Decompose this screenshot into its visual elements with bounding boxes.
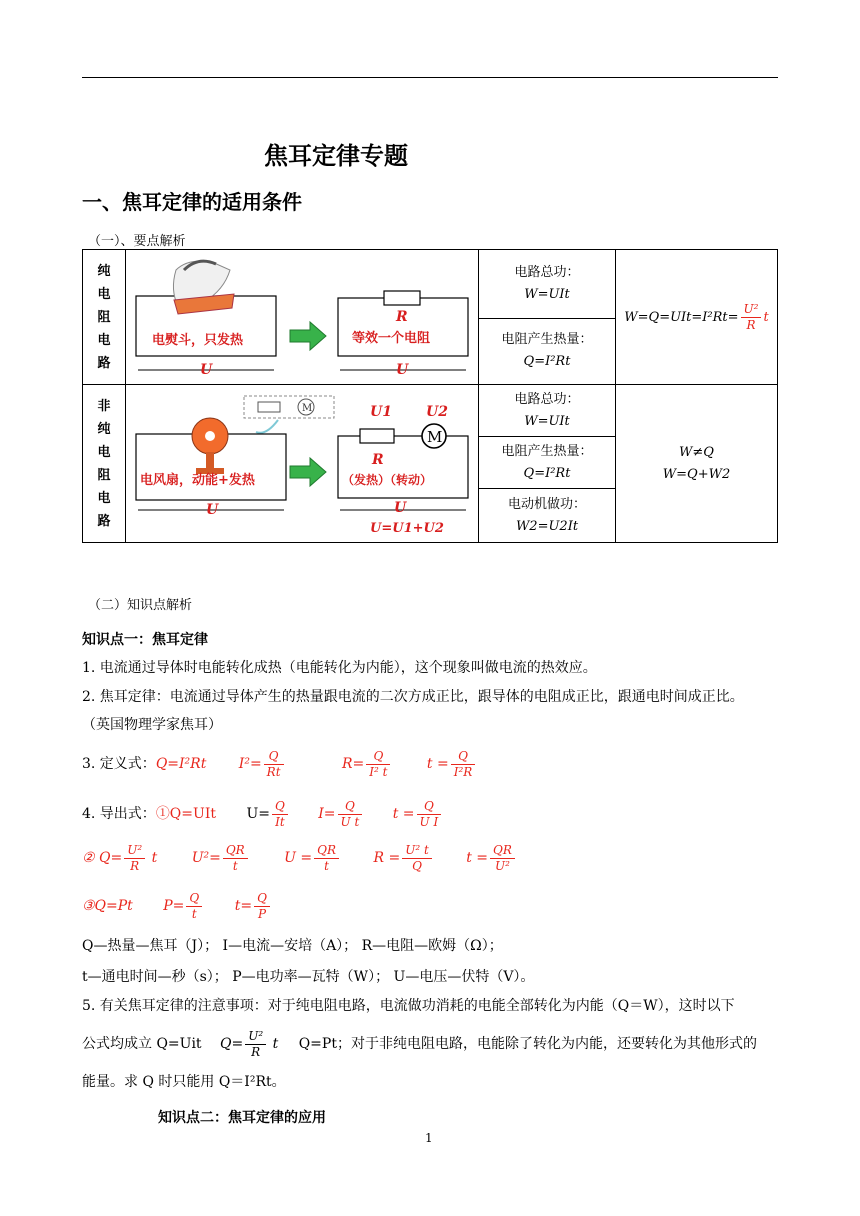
pure-resistor-figure bbox=[126, 250, 479, 385]
resistor-icon bbox=[360, 429, 394, 443]
header-rule bbox=[82, 77, 778, 78]
nonpure-relation-cell: W≠Q W=Q+W2 bbox=[616, 385, 778, 543]
kp1-definition-line: 3. 定义式：Q=I²Rt I²= $\frac{Q}{Rt}$ R= $\frac{Q}{\text{I² t}}$ t = $\frac{Q}{\text{I²R}}$ bbox=[82, 744, 477, 784]
pure-right-r: R bbox=[396, 309, 408, 325]
nonpure-right-u: U bbox=[394, 499, 407, 516]
kp1-heading: 知识点一：焦耳定律 bbox=[82, 632, 208, 648]
nonpure-total-work-cell: 电路总功： W=UIt bbox=[479, 385, 616, 437]
page-title: 焦耳定律专题 bbox=[264, 142, 408, 170]
nonpure-motor-cell: 电动机做功： W2=U2It bbox=[479, 489, 616, 543]
kp1-p1: 1. 电流通过导体时电能转化成热（电能转化为内能），这个现象叫做电流的热效应。 bbox=[82, 660, 597, 676]
pure-resistor-label: 纯电阻电路 bbox=[83, 250, 126, 385]
kp1-derived-line-2: ② Q= $\frac{\text{U²}}{R}$ t U²= $\frac{QR}{t}$ U = $\frac{QR}{t}$ R = $\frac{\text{U² t}}{Q}$ t = $\frac{QR}{\text{U²}}$ bbox=[82, 838, 517, 878]
kp1-derived-line-3: ③Q=Pt P= $\frac{Q}{t}$ t= $\frac{Q}{P}$ bbox=[82, 886, 272, 926]
pure-left-u: U bbox=[200, 362, 213, 378]
arrow-right-icon bbox=[290, 458, 326, 486]
kp1-p2b: （英国物理学家焦耳） bbox=[82, 717, 222, 733]
motor-icon bbox=[422, 424, 446, 448]
fan-caption: 电风扇，动能+发热 bbox=[140, 472, 255, 488]
pure-heat-cell: 电阻产生热量： Q=I²Rt bbox=[479, 318, 616, 385]
nonpure-resistor-figure bbox=[126, 385, 479, 543]
fan-icon bbox=[192, 418, 228, 474]
kp2-heading: 知识点二：焦耳定律的应用 bbox=[158, 1110, 326, 1126]
svg-text:M: M bbox=[302, 402, 313, 414]
nonpure-left-u: U bbox=[206, 501, 219, 518]
nonpure-u1: U1 bbox=[370, 403, 392, 420]
kp1-note-b: 公式均成立 Q=Uit Q= $\frac{\text{U²}}{R}$ t Q=Pt；对于非纯电阻电路，电能除了转化为内能，还要转化为其他形式的 bbox=[82, 1028, 757, 1059]
pure-total-work-cell: 电路总功： W=UIt bbox=[479, 250, 616, 319]
iron-caption: 电熨斗，只发热 bbox=[152, 333, 244, 348]
iron-icon bbox=[173, 261, 234, 314]
nonpure-u2: U2 bbox=[426, 403, 448, 420]
nonpure-r: R bbox=[372, 451, 384, 468]
key-points-table bbox=[82, 249, 778, 543]
arrow-right-icon bbox=[290, 322, 326, 350]
resistor-icon bbox=[384, 291, 420, 305]
pure-right-caption: 等效一个电阻 bbox=[352, 331, 431, 346]
pure-right-u: U bbox=[396, 362, 409, 378]
pure-relation-cell: W=Q=UIt=I²Rt= $\frac{\text{U²}}{R}$ t bbox=[616, 250, 778, 385]
nonpure-heat-cell: 电阻产生热量： Q=I²Rt bbox=[479, 437, 616, 489]
nonpure-right-caption: （发热）（转动） bbox=[342, 472, 433, 487]
subsection-heading-1: （一）、要点解析 bbox=[88, 234, 186, 249]
kp1-derived-line-1: 4. 导出式：①Q=UIt U= $\frac{Q}{It}$ I= $\frac{Q}{\text{U t}}$ t = $\frac{Q}{\text{U I}}$ bbox=[82, 794, 443, 834]
kp1-units-1: Q—热量—焦耳（J）； I—电流—安培（A）； R—电阻—欧姆（Ω）； bbox=[82, 938, 503, 954]
kp1-note-a: 5. 有关焦耳定律的注意事项：对于纯电阻电路，电流做功消耗的电能全部转化为内能（Q＝W），这时以下 bbox=[82, 998, 735, 1014]
kp1-units-2: t—通电时间—秒（s）； P—电功率—瓦特（W）； U—电压—伏特（V）。 bbox=[82, 969, 535, 985]
section-heading-1: 一、焦耳定律的适用条件 bbox=[82, 190, 302, 214]
nonpure-u-sum: U=U1+U2 bbox=[370, 520, 444, 536]
page-number: 1 bbox=[425, 1131, 433, 1145]
svg-text:M: M bbox=[427, 427, 443, 446]
kp1-p2: 2. 焦耳定律：电流通过导体产生的热量跟电流的二次方成正比，跟导体的电阻成正比，跟通电时间成正比。 bbox=[82, 689, 744, 705]
subsection-heading-2: （二）知识点解析 bbox=[88, 598, 193, 613]
nonpure-resistor-label: 非纯电阻电路 bbox=[83, 385, 126, 543]
kp1-note-c: 能量。求 Q 时只能用 Q＝I²Rt。 bbox=[82, 1074, 286, 1090]
